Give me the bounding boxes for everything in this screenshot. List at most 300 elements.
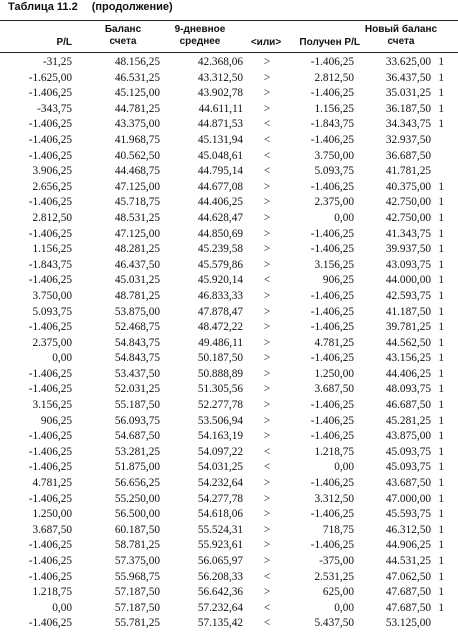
cell-received: 5.093,75	[314, 165, 354, 178]
cell-average: 49.486,11	[198, 336, 243, 349]
cell-balance: 40.562,50	[114, 149, 160, 162]
cell-or: >	[263, 336, 271, 349]
table-row	[0, 258, 444, 274]
cell-received: -1.406,25	[310, 243, 354, 256]
cell-new-balance: 46.312,50	[385, 523, 431, 536]
cell-average: 54.277,78	[197, 492, 243, 505]
cell-received: 3.687,50	[314, 383, 354, 396]
cell-marker: 1	[438, 555, 444, 567]
cell-marker: 1	[438, 586, 444, 599]
cell-new-balance: 47.687,50	[385, 586, 431, 599]
cell-average: 45.579,86	[197, 258, 243, 271]
cell-average: 43.312,50	[197, 71, 243, 84]
cell-marker: 1	[438, 274, 444, 287]
cell-pl: 1.218,75	[32, 586, 72, 599]
cell-marker	[431, 616, 444, 632]
cell-balance: 45.125,00	[114, 87, 160, 100]
table-row	[0, 305, 444, 321]
cell-balance: 48.781,25	[114, 289, 160, 302]
cell-new-balance: 45.281,25	[385, 414, 431, 427]
cell-pl: -1.406,25	[28, 227, 72, 240]
cell-received: -1.406,25	[310, 321, 354, 334]
cell-marker: 1	[438, 570, 444, 583]
table-caption	[8, 1, 173, 13]
table-row	[0, 492, 444, 508]
cell-new-balance: 42.593,75	[385, 289, 431, 302]
cell-marker: 1	[438, 196, 444, 209]
cell-new-balance: 43.156,25	[385, 352, 431, 365]
cell-pl: -1.406,25	[28, 274, 72, 287]
cell-received: 0,00	[334, 601, 354, 614]
header-pl-text: P/L	[56, 37, 72, 48]
cell-new-balance: 41.187,50	[385, 305, 431, 318]
table-row	[0, 585, 444, 601]
cell-or: >	[263, 383, 271, 396]
header-rule	[0, 52, 458, 53]
table-row	[0, 429, 444, 445]
cell-balance: 41.968,75	[114, 133, 160, 146]
cell-average: 48.472,22	[197, 321, 243, 334]
cell-pl: 0,00	[52, 352, 72, 365]
cell-new-balance: 46.687,50	[385, 399, 431, 412]
cell-or: <	[263, 274, 271, 287]
cell-received: 3.156,25	[314, 258, 354, 271]
cell-average: 45.048,61	[197, 149, 243, 162]
table-row	[0, 601, 444, 617]
header-pl	[0, 37, 72, 49]
cell-or: <	[263, 445, 271, 458]
cell-balance: 55.781,25	[114, 617, 160, 630]
cell-marker: 1	[438, 477, 444, 490]
cell-received: 1.250,00	[314, 367, 354, 380]
cell-average: 44.871,53	[197, 118, 243, 131]
header-average-line2: среднее	[179, 36, 221, 47]
cell-or: <	[263, 461, 271, 474]
cell-new-balance: 43.875,00	[385, 430, 431, 443]
cell-or: >	[263, 430, 271, 443]
cell-marker: 1	[438, 352, 444, 365]
cell-average: 44.850,69	[197, 227, 243, 240]
cell-balance: 56.093,75	[114, 414, 160, 427]
cell-received: 1.218,75	[314, 445, 354, 458]
cell-or: >	[263, 243, 271, 256]
cell-balance: 43.375,00	[114, 118, 160, 131]
table-row	[0, 242, 444, 258]
cell-balance: 52.031,25	[114, 383, 160, 396]
cell-or: >	[263, 508, 271, 521]
cell-balance: 54.687,50	[114, 430, 160, 443]
cell-pl: 1.156,25	[32, 243, 72, 256]
cell-received: 2.531,25	[314, 570, 354, 583]
cell-received: -1.406,25	[310, 399, 354, 412]
table-row	[0, 414, 444, 430]
cell-marker: 1	[438, 102, 444, 115]
table-row	[0, 71, 444, 87]
cell-balance: 48.531,25	[114, 211, 160, 224]
cell-pl: -1.406,25	[28, 445, 72, 458]
cell-or: >	[263, 227, 271, 240]
cell-or: <	[263, 601, 271, 614]
header-received-text: Получен P/L	[299, 37, 360, 48]
cell-average: 44.611,11	[198, 102, 243, 115]
cell-or: >	[263, 180, 271, 193]
cell-received: -1.406,25	[310, 180, 354, 193]
cell-or: >	[263, 258, 271, 271]
cell-pl: -1.625,00	[28, 71, 72, 84]
cell-balance: 58.781,25	[114, 539, 160, 552]
cell-marker: 1	[438, 508, 444, 521]
cell-pl: 906,25	[40, 414, 72, 427]
cell-balance: 57.187,50	[114, 601, 160, 614]
cell-marker: 1	[438, 305, 444, 318]
cell-received: 4.781,25	[314, 336, 354, 349]
cell-pl: -1.406,25	[28, 133, 72, 146]
cell-average: 56.642,36	[197, 586, 243, 599]
cell-received: 2.375,00	[314, 196, 354, 209]
cell-new-balance: 45.093,75	[385, 461, 431, 474]
cell-or: >	[263, 414, 271, 427]
header-received	[280, 37, 360, 49]
cell-received: -375,00	[319, 555, 354, 567]
cell-new-balance: 42.750,00	[385, 196, 431, 209]
cell-new-balance: 44.000,00	[385, 274, 431, 287]
header-average	[164, 24, 236, 48]
cell-new-balance: 36.437,50	[385, 71, 431, 84]
table-row	[0, 398, 444, 414]
cell-balance: 44.781,25	[114, 102, 160, 115]
cell-received: -1.406,25	[310, 352, 354, 365]
cell-pl: -1.406,25	[28, 87, 72, 100]
cell-or: >	[263, 555, 271, 567]
cell-new-balance: 39.781,25	[385, 321, 431, 334]
cell-marker: 1	[438, 399, 444, 412]
cell-new-balance: 41.781,25	[385, 165, 431, 178]
cell-pl: 3.906,25	[32, 165, 72, 178]
cell-received: 3.750,00	[314, 149, 354, 162]
cell-or: >	[263, 87, 271, 100]
header-or-text: <или>	[250, 37, 282, 48]
cell-received: 3.312,50	[314, 492, 354, 505]
table-row	[0, 195, 444, 211]
cell-pl: 2.656,25	[32, 180, 72, 193]
table-row	[0, 351, 444, 367]
table-row	[0, 86, 444, 102]
table-row	[0, 320, 444, 336]
cell-marker: 1	[438, 367, 444, 380]
cell-average: 47.878,47	[197, 305, 243, 318]
cell-balance: 57.187,50	[114, 586, 160, 599]
cell-average: 54.163,19	[197, 430, 243, 443]
cell-marker: 1	[438, 414, 444, 427]
cell-or: >	[263, 352, 271, 365]
table-row	[0, 616, 444, 632]
cell-received: -1.406,25	[310, 305, 354, 318]
cell-marker: 1	[438, 445, 444, 458]
cell-balance: 51.875,00	[114, 461, 160, 474]
table-row	[0, 382, 444, 398]
cell-received: -1.406,25	[310, 227, 354, 240]
cell-average: 54.232,64	[197, 477, 243, 490]
cell-received: 1.156,25	[314, 102, 354, 115]
data-table	[0, 55, 444, 632]
cell-average: 55.524,31	[197, 523, 243, 536]
cell-marker: 1	[438, 87, 444, 100]
cell-marker: 1	[438, 539, 444, 552]
cell-pl: 1.250,00	[32, 508, 72, 521]
table-row	[0, 180, 444, 196]
cell-average: 44.677,08	[197, 180, 243, 193]
cell-balance: 56.656,25	[114, 477, 160, 490]
cell-or: >	[263, 71, 271, 84]
cell-pl: 2.375,00	[32, 336, 72, 349]
cell-or: >	[263, 477, 271, 490]
cell-pl: 3.156,25	[32, 399, 72, 412]
cell-balance: 48.281,25	[114, 243, 160, 256]
cell-balance: 53.437,50	[114, 367, 160, 380]
cell-received: 0,00	[334, 211, 354, 224]
cell-new-balance: 43.687,50	[385, 477, 431, 490]
cell-pl: -1.406,25	[28, 570, 72, 583]
cell-marker: 1	[438, 383, 444, 396]
cell-balance: 56.500,00	[114, 508, 160, 521]
cell-balance: 60.187,50	[114, 523, 160, 536]
cell-average: 51.305,56	[197, 383, 243, 396]
table-row	[0, 55, 444, 71]
table-label: Таблица 11.2	[8, 1, 78, 13]
cell-marker: 1	[438, 336, 444, 349]
cell-or: >	[263, 196, 271, 209]
cell-received: 5.437,50	[314, 617, 354, 630]
cell-received: -1.406,25	[310, 133, 354, 146]
header-new-balance-line2: счета	[387, 36, 415, 47]
cell-received: -1.406,25	[310, 289, 354, 302]
cell-marker: 1	[438, 71, 444, 84]
header-balance-line2: счета	[109, 36, 137, 47]
table-row	[0, 523, 444, 539]
cell-pl: -1.406,25	[28, 461, 72, 474]
cell-received: -1.406,25	[310, 430, 354, 443]
table-body	[0, 55, 444, 632]
cell-or: >	[263, 586, 271, 599]
table-row	[0, 133, 444, 149]
cell-new-balance: 44.906,25	[385, 539, 431, 552]
cell-marker: 1	[438, 180, 444, 193]
cell-pl: -1.406,25	[28, 149, 72, 162]
cell-pl: 2.812,50	[32, 211, 72, 224]
cell-new-balance: 45.093,75	[385, 445, 431, 458]
cell-average: 45.239,58	[197, 243, 243, 256]
cell-marker: 1	[438, 461, 444, 474]
table-row	[0, 367, 444, 383]
cell-pl: 0,00	[52, 601, 72, 614]
table-row	[0, 102, 444, 118]
cell-average: 54.097,22	[197, 445, 243, 458]
cell-pl: -1.406,25	[28, 321, 72, 334]
cell-received: 906,25	[322, 274, 354, 287]
cell-new-balance: 41.343,75	[385, 227, 431, 240]
cell-balance: 54.843,75	[114, 336, 160, 349]
table-row	[0, 149, 444, 165]
cell-pl: -343,75	[37, 102, 72, 115]
cell-average: 42.368,06	[197, 56, 243, 68]
cell-new-balance: 32.937,50	[385, 133, 431, 146]
cell-marker: 1	[438, 56, 444, 68]
cell-average: 57.232,64	[197, 601, 243, 614]
cell-marker: 1	[438, 523, 444, 536]
cell-received: 0,00	[334, 461, 354, 474]
table-row	[0, 164, 444, 180]
cell-marker: 1	[438, 118, 444, 131]
cell-balance: 48.156,25	[114, 56, 160, 68]
cell-marker: 1	[438, 492, 444, 505]
header-new-balance	[360, 24, 442, 48]
cell-average: 54.618,06	[197, 508, 243, 521]
cell-marker: 1	[438, 430, 444, 443]
cell-or: <	[263, 165, 271, 178]
table-row	[0, 476, 444, 492]
cell-average: 54.031,25	[197, 461, 243, 474]
cell-pl: 4.781,25	[32, 477, 72, 490]
table-row	[0, 460, 444, 476]
cell-received: -1.406,25	[310, 508, 354, 521]
cell-balance: 55.968,75	[114, 570, 160, 583]
cell-or: >	[263, 56, 271, 68]
cell-received: -1.406,25	[310, 414, 354, 427]
cell-received: -1.406,25	[310, 539, 354, 552]
cell-or: >	[263, 211, 271, 224]
cell-received: 2.812,50	[314, 71, 354, 84]
cell-balance: 46.531,25	[114, 71, 160, 84]
table-row	[0, 570, 444, 586]
cell-new-balance: 48.093,75	[385, 383, 431, 396]
cell-balance: 47.125,00	[114, 180, 160, 193]
top-rule	[0, 20, 458, 21]
cell-pl: -31,25	[42, 56, 72, 68]
cell-or: >	[263, 102, 271, 115]
cell-received: -1.406,25	[310, 477, 354, 490]
cell-marker: 1	[438, 227, 444, 240]
cell-marker: 1	[438, 289, 444, 302]
cell-balance: 45.718,75	[114, 196, 160, 209]
cell-pl: -1.406,25	[28, 367, 72, 380]
cell-average: 45.920,14	[197, 274, 243, 287]
cell-average: 45.131,94	[197, 133, 243, 146]
cell-new-balance: 44.562,50	[385, 336, 431, 349]
cell-balance: 55.187,50	[114, 399, 160, 412]
cell-average: 44.628,47	[197, 211, 243, 224]
cell-or: >	[263, 321, 271, 334]
cell-new-balance: 39.937,50	[385, 243, 431, 256]
cell-received: -1.406,25	[310, 87, 354, 100]
header-balance	[86, 24, 160, 48]
cell-marker: 1	[438, 258, 444, 271]
cell-pl: -1.406,25	[28, 196, 72, 209]
cell-or: <	[263, 118, 271, 131]
header-new-balance-line1: Новый баланс	[364, 24, 438, 35]
cell-average: 56.065,97	[197, 555, 243, 567]
cell-new-balance: 53.125,00	[385, 617, 431, 630]
cell-balance: 47.125,00	[114, 227, 160, 240]
cell-marker: 1	[438, 321, 444, 334]
cell-balance: 52.468,75	[114, 321, 160, 334]
cell-average: 44.406,25	[197, 196, 243, 209]
cell-marker: 1	[438, 601, 444, 614]
cell-new-balance: 34.343,75	[385, 118, 431, 131]
table-row	[0, 117, 444, 133]
cell-new-balance: 44.531,25	[385, 555, 431, 567]
cell-average: 46.833,33	[197, 289, 243, 302]
table-row	[0, 273, 444, 289]
cell-pl: -1.406,25	[28, 430, 72, 443]
cell-balance: 57.375,00	[114, 555, 160, 567]
cell-pl: -1.406,25	[28, 492, 72, 505]
cell-pl: -1.406,25	[28, 555, 72, 567]
cell-balance: 45.031,25	[114, 274, 160, 287]
table-row	[0, 538, 444, 554]
cell-pl: 3.750,00	[32, 289, 72, 302]
cell-new-balance: 35.031,25	[385, 87, 431, 100]
cell-new-balance: 47.687,50	[385, 601, 431, 614]
header-balance-line1: Баланс	[104, 24, 142, 35]
cell-average: 44.795,14	[197, 165, 243, 178]
cell-balance: 53.281,25	[114, 445, 160, 458]
cell-marker	[431, 133, 444, 149]
cell-balance: 44.468,75	[114, 165, 160, 178]
cell-new-balance: 40.375,00	[385, 180, 431, 193]
cell-average: 50.187,50	[197, 352, 243, 365]
cell-marker: 1	[438, 211, 444, 224]
cell-new-balance: 47.062,50	[385, 570, 431, 583]
cell-balance: 46.437,50	[114, 258, 160, 271]
cell-average: 57.135,42	[197, 617, 243, 630]
cell-or: <	[263, 570, 271, 583]
table-row	[0, 507, 444, 523]
cell-balance: 53.875,00	[114, 305, 160, 318]
cell-pl: -1.406,25	[28, 617, 72, 630]
cell-pl: -1.843,75	[28, 258, 72, 271]
cell-marker	[431, 164, 444, 180]
cell-or: >	[263, 305, 271, 318]
cell-new-balance: 44.406,25	[385, 367, 431, 380]
cell-or: <	[263, 133, 271, 146]
cell-or: >	[263, 367, 271, 380]
cell-marker: 1	[438, 243, 444, 256]
cell-new-balance: 42.750,00	[385, 211, 431, 224]
cell-or: >	[263, 539, 271, 552]
cell-new-balance: 36.687,50	[385, 149, 431, 162]
cell-or: >	[263, 492, 271, 505]
cell-or: <	[263, 149, 271, 162]
cell-new-balance: 33.625,00	[385, 56, 431, 68]
cell-balance: 54.843,75	[114, 352, 160, 365]
cell-average: 55.923,61	[197, 539, 243, 552]
cell-received: -1.843,75	[310, 118, 354, 131]
cell-average: 56.208,33	[197, 570, 243, 583]
table-row	[0, 227, 444, 243]
cell-average: 52.277,78	[197, 399, 243, 412]
cell-pl: -1.406,25	[28, 118, 72, 131]
cell-average: 50.888,89	[197, 367, 243, 380]
cell-received: 718,75	[322, 523, 354, 536]
cell-received: -1.406,25	[310, 56, 354, 68]
table-row	[0, 445, 444, 461]
cell-or: <	[263, 617, 271, 630]
cell-pl: 3.687,50	[32, 523, 72, 536]
cell-new-balance: 43.093,75	[385, 258, 431, 271]
cell-pl: -1.406,25	[28, 539, 72, 552]
table-row	[0, 336, 444, 352]
cell-or: >	[263, 289, 271, 302]
